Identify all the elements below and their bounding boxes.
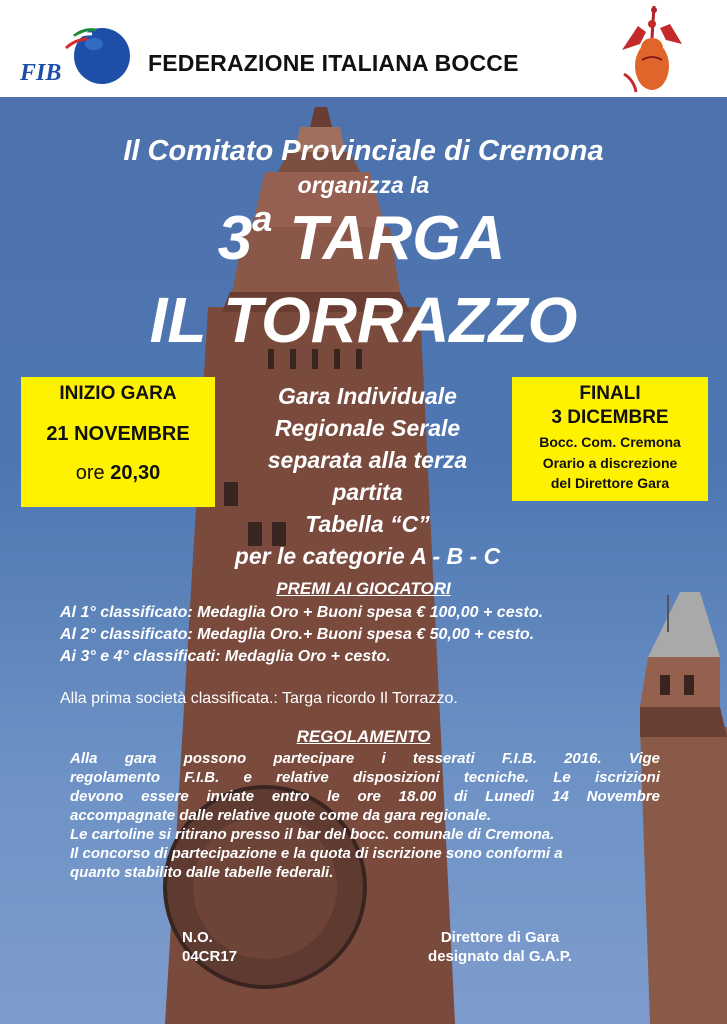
violin-figure-logo	[612, 4, 694, 96]
header-bar	[0, 0, 727, 97]
targa-title	[0, 198, 725, 274]
finali-orario-line2: del Direttore Gara	[550, 475, 670, 491]
premi-item: Al 1° classificato: Medaglia Oro + Buoni spesa € 100,00 + cesto.	[60, 604, 544, 621]
direttore-block	[412, 928, 588, 966]
inizio-label: INIZIO GARA	[59, 383, 177, 404]
inizio-time: 20,30	[110, 462, 161, 484]
direttore-line1: Direttore di Gara	[440, 929, 560, 946]
regolamento-text	[70, 749, 660, 882]
inizio-date: 21 NOVEMBRE	[46, 423, 190, 445]
premi-item: Al 2° classificato: Medaglia Oro.+ Buoni spesa € 50,00 + cesto.	[60, 626, 535, 643]
finali-box	[512, 377, 708, 501]
direttore-line2: designato dal G.A.P.	[428, 948, 572, 965]
no-code: 04CR17	[182, 948, 238, 965]
targa-number: 3	[217, 204, 253, 273]
premi-list	[60, 602, 543, 668]
gara-info-line: partita	[332, 479, 403, 505]
finali-orario-line1: Orario a discrezione	[542, 455, 678, 471]
regolamento-heading: REGOLAMENTO	[296, 727, 431, 746]
torrazzo-title: IL TORRAZZO	[149, 284, 578, 356]
fib-logo	[18, 26, 134, 88]
comitato-heading: Il Comitato Provinciale di Cremona	[123, 135, 604, 167]
regolamento-line: devono essere inviate entro le ore 18.00 di Lunedì 14 Novembre	[70, 788, 660, 805]
no-block	[182, 928, 237, 966]
inizio-gara-box	[21, 377, 215, 507]
finali-place: Bocc. Com. Cremona	[539, 434, 681, 450]
finali-label: FINALI	[579, 383, 641, 404]
fib-logo-text: FIB	[20, 60, 62, 86]
inizio-time-line	[21, 462, 215, 485]
regolamento-line: regolamento F.I.B. e relative disposizioni tecniche. Le iscrizioni	[70, 769, 660, 786]
inizio-time-prefix: ore	[75, 462, 111, 484]
regolamento-line: Alla gara possono partecipare i tesserati F.I.B. 2016. Vige	[70, 750, 660, 767]
gara-info-line: per le categorie A - B - C	[234, 543, 501, 569]
gara-info-line: separata alla terza	[267, 447, 468, 473]
regolamento-line: quanto stabilito dalle tabelle federali.	[70, 864, 334, 881]
gara-info-line: Tabella “C”	[305, 511, 430, 537]
premi-item: Ai 3° e 4° classificati: Medaglia Oro + cesto.	[60, 648, 391, 665]
finali-date: 3 DICEMBRE	[551, 407, 669, 428]
federation-name: FEDERAZIONE ITALIANA BOCCE	[148, 50, 519, 76]
societa-prize: Alla prima società classificata.: Targa ricordo Il Torrazzo.	[60, 690, 458, 707]
organizza-subheading: organizza la	[297, 172, 430, 198]
no-label: N.O.	[182, 929, 213, 946]
targa-word: TARGA	[272, 204, 506, 273]
regolamento-line: Le cartoline si ritirano presso il bar del bocc. comunale di Cremona.	[70, 826, 555, 843]
premi-heading: PREMI AI GIOCATORI	[276, 579, 451, 598]
gara-info-line: Gara Individuale	[278, 383, 457, 409]
regolamento-line: accompagnate dalle relative quote come da gara regionale.	[70, 807, 491, 824]
gara-info-line: Regionale Serale	[274, 415, 461, 441]
gara-info	[190, 380, 545, 572]
targa-ordinal: a	[252, 198, 273, 240]
regolamento-line: Il concorso di partecipazione e la quota di iscrizione sono conformi a	[70, 845, 563, 862]
